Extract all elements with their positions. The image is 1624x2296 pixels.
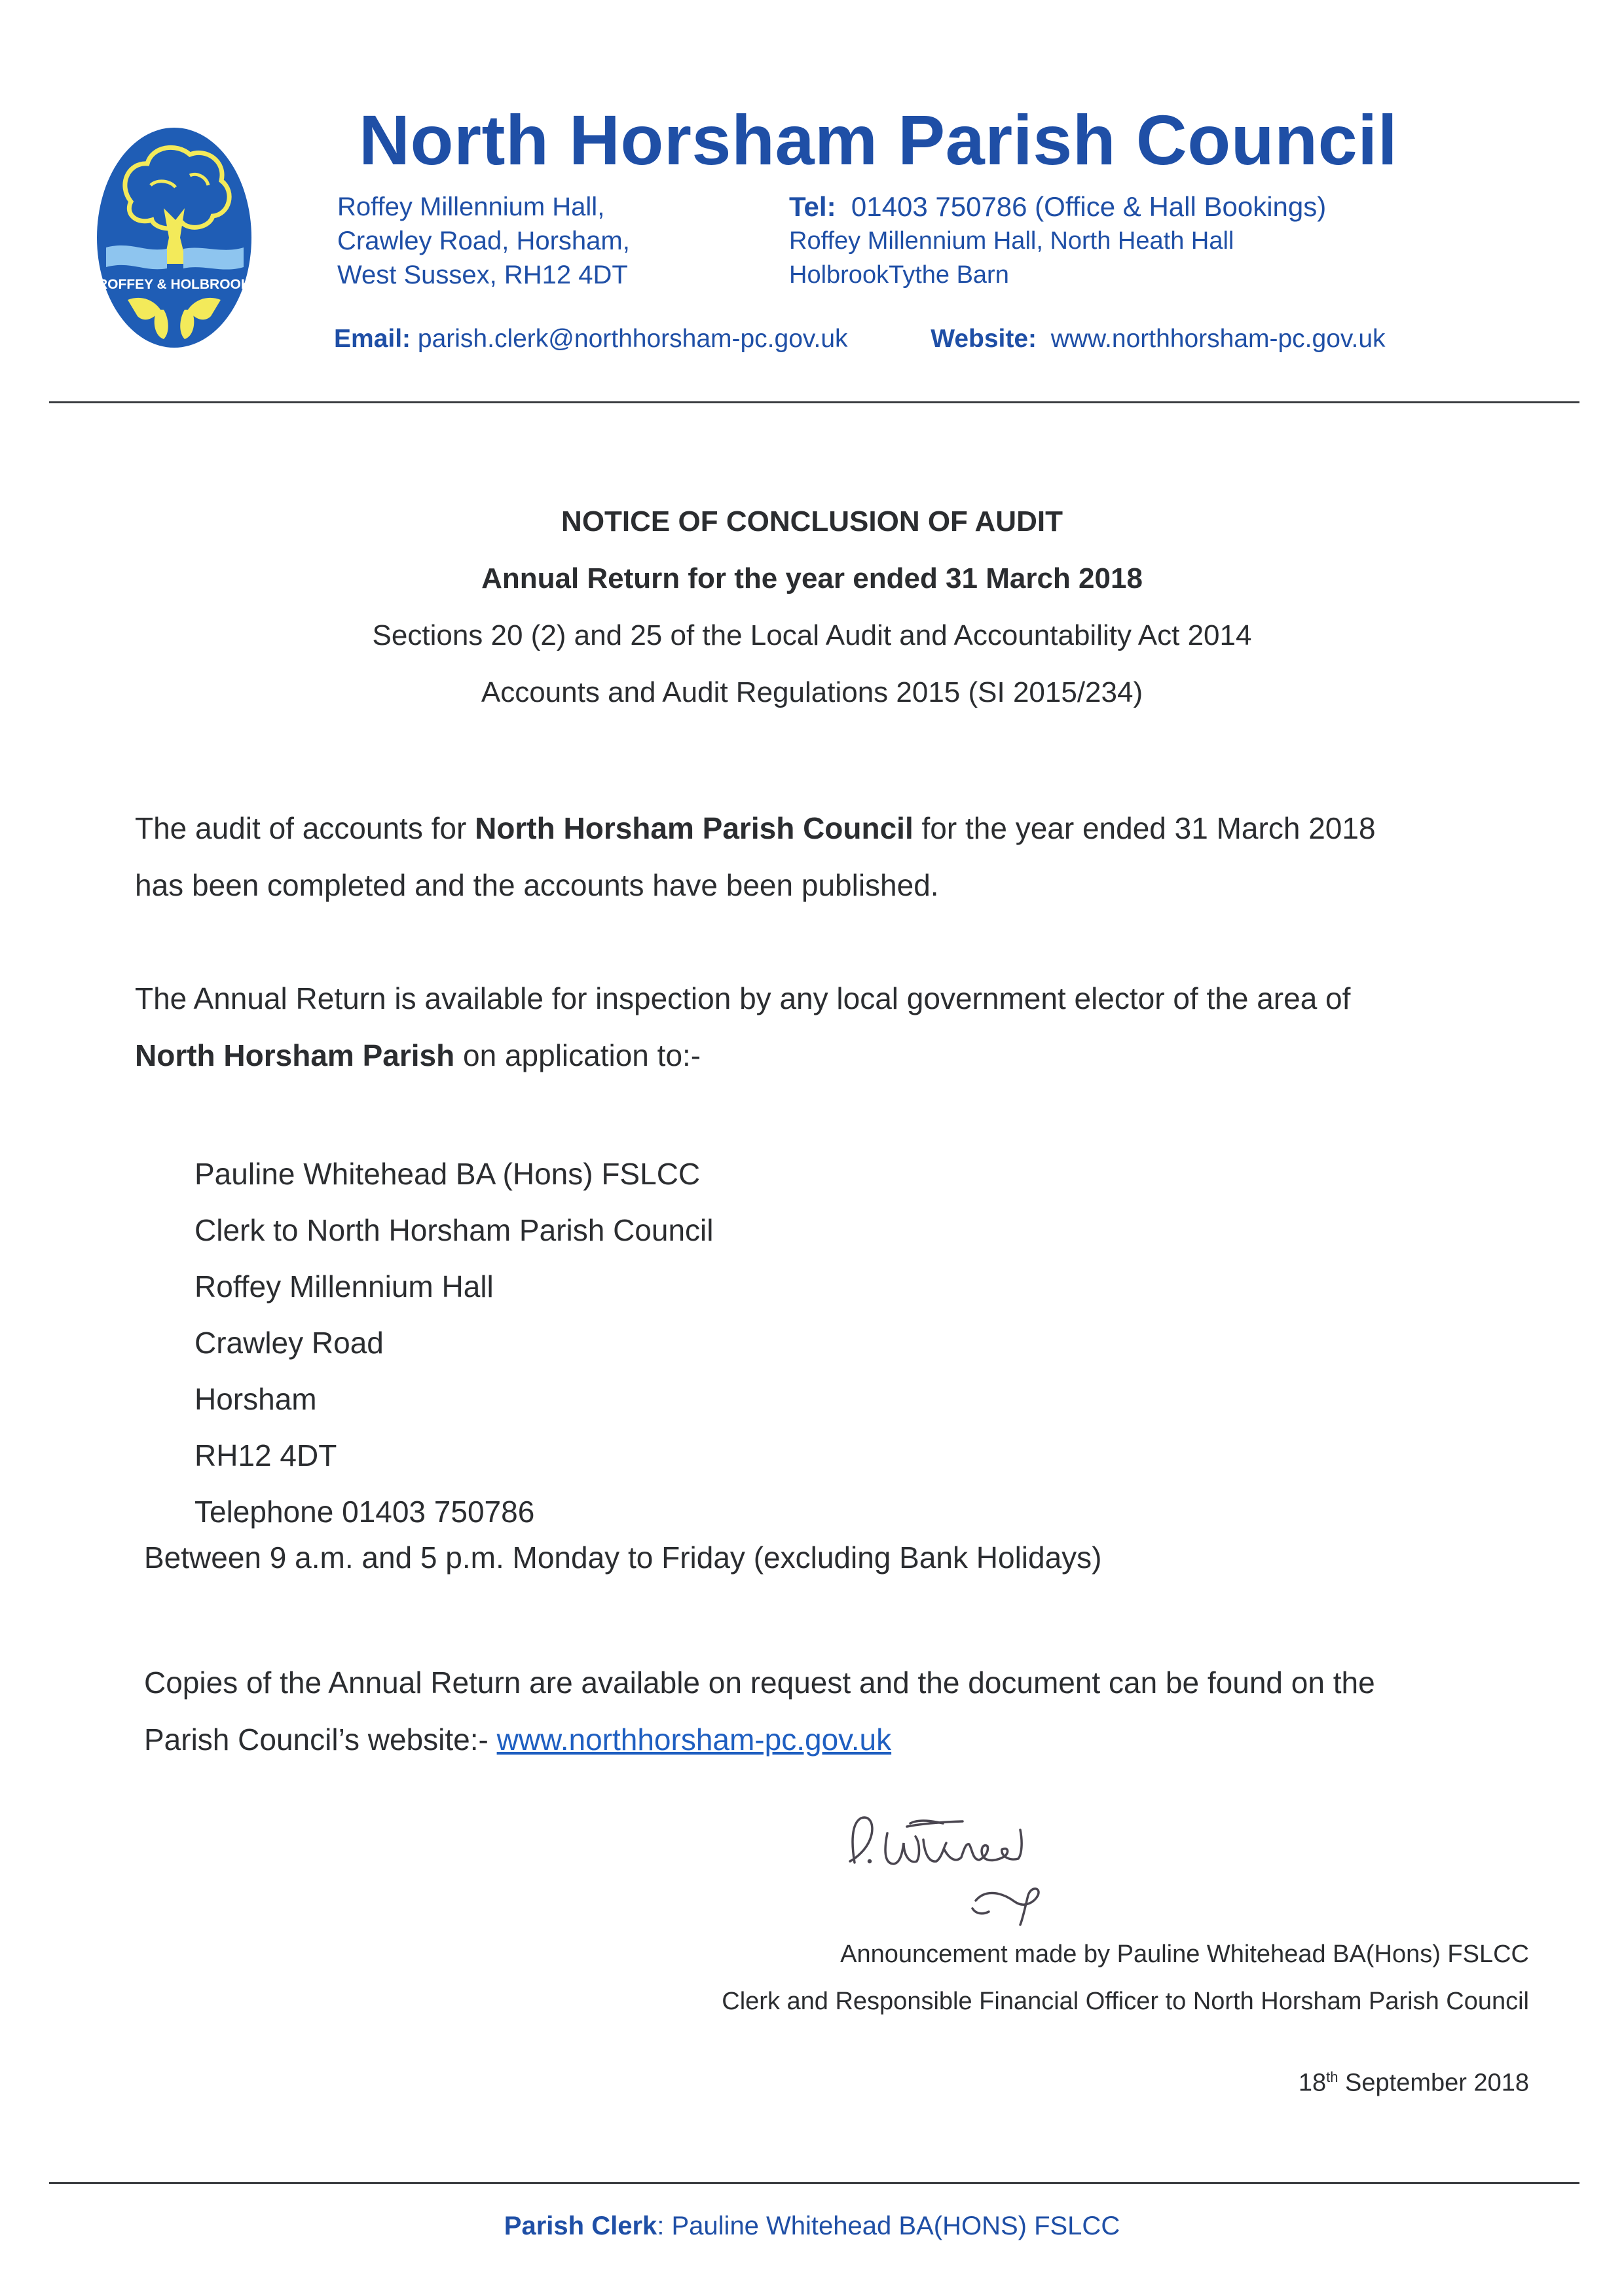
website-link[interactable]: www.northhorsham-pc.gov.uk [496, 1722, 892, 1757]
contact-line: Horsham [194, 1382, 317, 1416]
clerk-contact-block [194, 1146, 714, 1540]
handwritten-signature-icon [838, 1804, 1126, 1928]
svg-text:ROFFEY & HOLBROOK: ROFFEY & HOLBROOK [97, 277, 251, 292]
contact-line: Clerk to North Horsham Parish Council [194, 1213, 714, 1247]
date-rest: September 2018 [1338, 2069, 1529, 2097]
text: on application to:- [454, 1038, 701, 1072]
contact-line: Roffey Millennium Hall [194, 1269, 494, 1303]
text: The Annual Return is available for inspection by any local government elector of the area of [135, 981, 1351, 1015]
notice-heading: NOTICE OF CONCLUSION OF AUDIT [561, 505, 1063, 538]
date-day: 18 [1298, 2069, 1327, 2097]
text: for the year ended 31 March 2018 [913, 811, 1376, 845]
announcement-line: Announcement made by Pauline Whitehead BA(Hons) FSLCC [840, 1941, 1529, 1968]
footer-divider [49, 2182, 1579, 2184]
tel-value: 01403 750786 (Office & Hall Bookings) [851, 191, 1327, 222]
venues-line: HolbrookTythe Barn [789, 261, 1009, 289]
date-line [1299, 2069, 1529, 2098]
address-line: Roffey Millennium Hall, [337, 192, 605, 221]
notice-subheading: Annual Return for the year ended 31 March 2018 [481, 562, 1143, 594]
contact-row [334, 325, 1386, 354]
council-name-bold: North Horsham Parish Council [475, 811, 913, 845]
paragraph-copies [144, 1654, 1375, 1768]
address-line: Crawley Road, Horsham, [337, 227, 630, 255]
contact-line: Telephone 01403 750786 [194, 1495, 535, 1529]
header-divider [49, 401, 1579, 403]
text: Copies of the Annual Return are available on request and the document can be found on the [144, 1666, 1375, 1700]
council-name-title: North Horsham Parish Council [359, 100, 1398, 179]
website-link[interactable]: www.northhorsham-pc.gov.uk [1050, 325, 1386, 353]
council-logo [92, 123, 257, 352]
role-line: Clerk and Responsible Financial Officer to North Horsham Parish Council [722, 1988, 1529, 2015]
paragraph-audit-completed [135, 800, 1376, 914]
website-label: Website: [931, 325, 1037, 353]
text: The audit of accounts for [135, 811, 475, 845]
oak-tree-crest-icon [92, 123, 257, 352]
telephone-block [789, 190, 1326, 292]
parish-name-bold: North Horsham Parish [135, 1038, 455, 1072]
office-hours: Between 9 a.m. and 5 p.m. Monday to Friday (excluding Bank Holidays) [144, 1540, 1102, 1575]
footer-label: Parish Clerk [504, 2212, 657, 2240]
statute-line-1: Sections 20 (2) and 25 of the Local Audit and Accountability Act 2014 [372, 619, 1252, 651]
text: Parish Council’s website:- [144, 1722, 497, 1757]
date-suffix: th [1326, 2069, 1338, 2085]
office-address [337, 190, 630, 292]
contact-line: Pauline Whitehead BA (Hons) FSLCC [194, 1157, 701, 1191]
paragraph-inspection [135, 970, 1350, 1084]
venues-line: Roffey Millennium Hall, North Heath Hall [789, 227, 1234, 255]
email-link[interactable]: parish.clerk@northhorsham-pc.gov.uk [417, 325, 848, 353]
signature [838, 1804, 1126, 1931]
statute-line-2: Accounts and Audit Regulations 2015 (SI 2015/234) [481, 676, 1143, 708]
tel-label: Tel: [789, 191, 836, 222]
contact-line: RH12 4DT [194, 1438, 337, 1472]
address-line: West Sussex, RH12 4DT [337, 261, 628, 289]
email-label: Email: [334, 325, 411, 353]
text: has been completed and the accounts have been published. [135, 868, 939, 902]
footer [0, 2212, 1624, 2241]
footer-value: : Pauline Whitehead BA(HONS) FSLCC [657, 2212, 1120, 2240]
contact-line: Crawley Road [194, 1326, 384, 1360]
